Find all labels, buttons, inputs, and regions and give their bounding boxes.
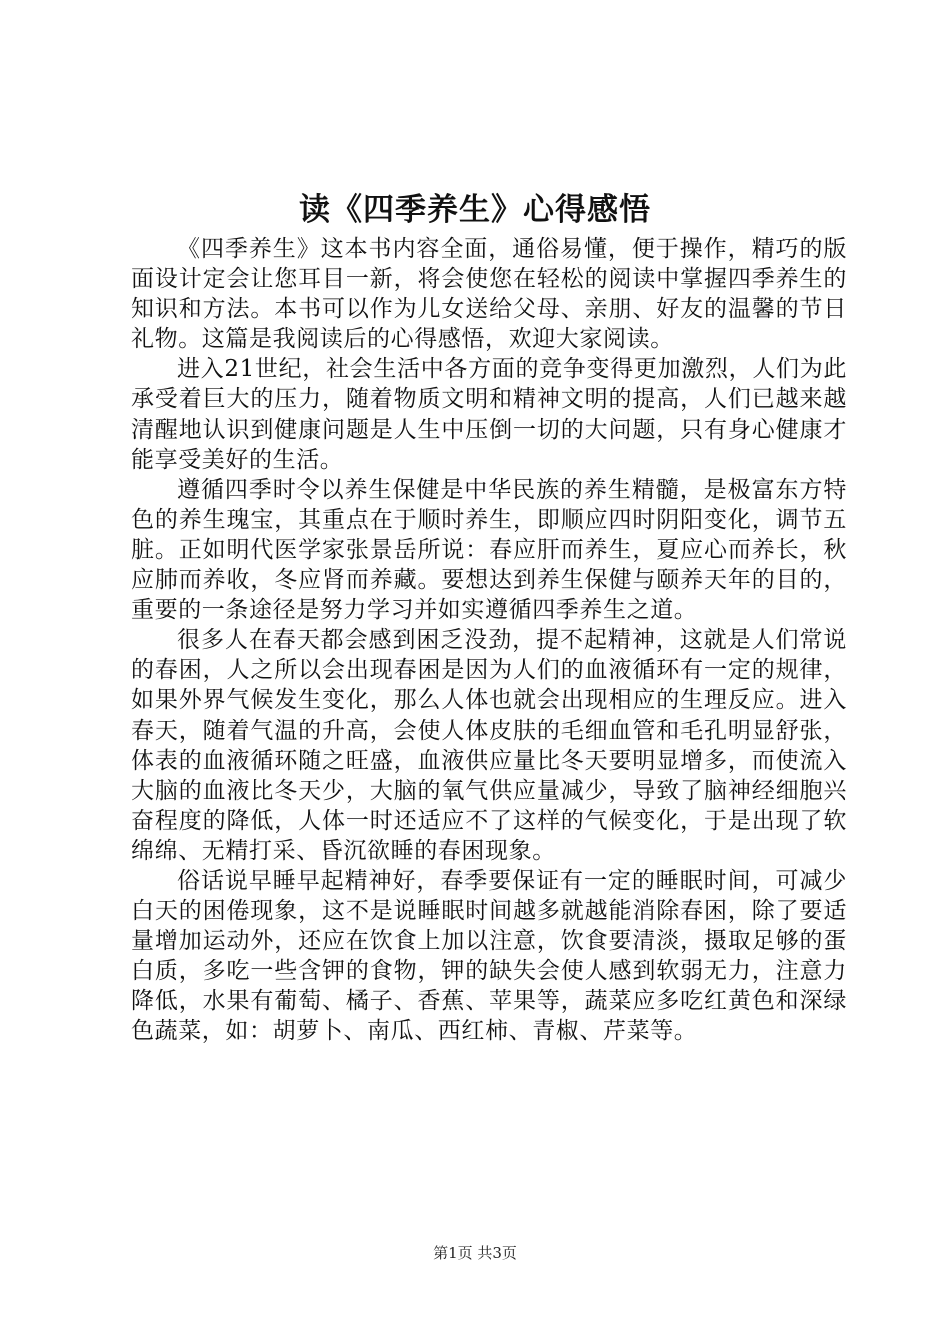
paragraph-health-pressure: 进入21世纪，社会生活中各方面的竞争变得更加激烈，人们为此承受着巨大的压力，随着物质文明和精神文明的提高，人们已越来越清醒地认识到健康问题是人生中压倒一切的大问题，只有身心健康才能享受美好的生活。 <box>131 356 847 473</box>
paragraph-seasonal-principles: 遵循四季时令以养生保健是中华民族的养生精髓，是极富东方特色的养生瑰宝，其重点在于顺时养生，即顺应四时阴阳变化，调节五脏。正如明代医学家张景岳所说：春应肝而养生，夏应心而养长，秋应肺而养收，冬应肾而养藏。要想达到养生保健与颐养天年的目的，重要的一条途径是努力学习并如实遵循四季养生之道。 <box>131 476 847 624</box>
paragraph-spring-fatigue: 很多人在春天都会感到困乏没劲，提不起精神，这就是人们常说的春困，人之所以会出现春困是因为人们的血液循环有一定的规律，如果外界气候发生变化，那么人体也就会出现相应的生理反应。进入春天，随着气温的升高，会使人体皮肤的毛细血管和毛孔明显舒张，体表的血液循环随之旺盛，血液供应量比冬天要明显增多，而使流入大脑的血液比冬天少，大脑的氧气供应量减少，导致了脑神经细胞兴奋程度的降低，人体一时还适应不了这样的气候变化，于是出现了软绵绵、无精打采、昏沉欲睡的春困现象。 <box>131 627 847 864</box>
document-title: 读《四季养生》心得感悟 <box>299 192 651 228</box>
paragraph-intro: 《四季养生》这本书内容全面，通俗易懂，便于操作，精巧的版面设计定会让您耳目一新，将会使您在轻松的阅读中掌握四季养生的知识和方法。本书可以作为儿女送给父母、亲朋、好友的温馨的节日礼物。这篇是我阅读后的心得感悟，欢迎大家阅读。 <box>131 236 847 353</box>
paragraph-sleep-diet: 俗话说早睡早起精神好，春季要保证有一定的睡眠时间，可减少白天的困倦现象，这不是说睡眠时间越多就越能消除春困，除了要适量增加运动外，还应在饮食上加以注意，饮食要清淡，摄取足够的蛋白质，多吃一些含钾的食物，钾的缺失会使人感到软弱无力，注意力降低，水果有葡萄、橘子、香蕉、苹果等，蔬菜应多吃红黄色和深绿色蔬菜，如：胡萝卜、南瓜、西红柿、青椒、芹菜等。 <box>131 867 847 1045</box>
document-body <box>131 234 847 1047</box>
page-footer: 第1页 共3页 <box>433 1244 517 1262</box>
